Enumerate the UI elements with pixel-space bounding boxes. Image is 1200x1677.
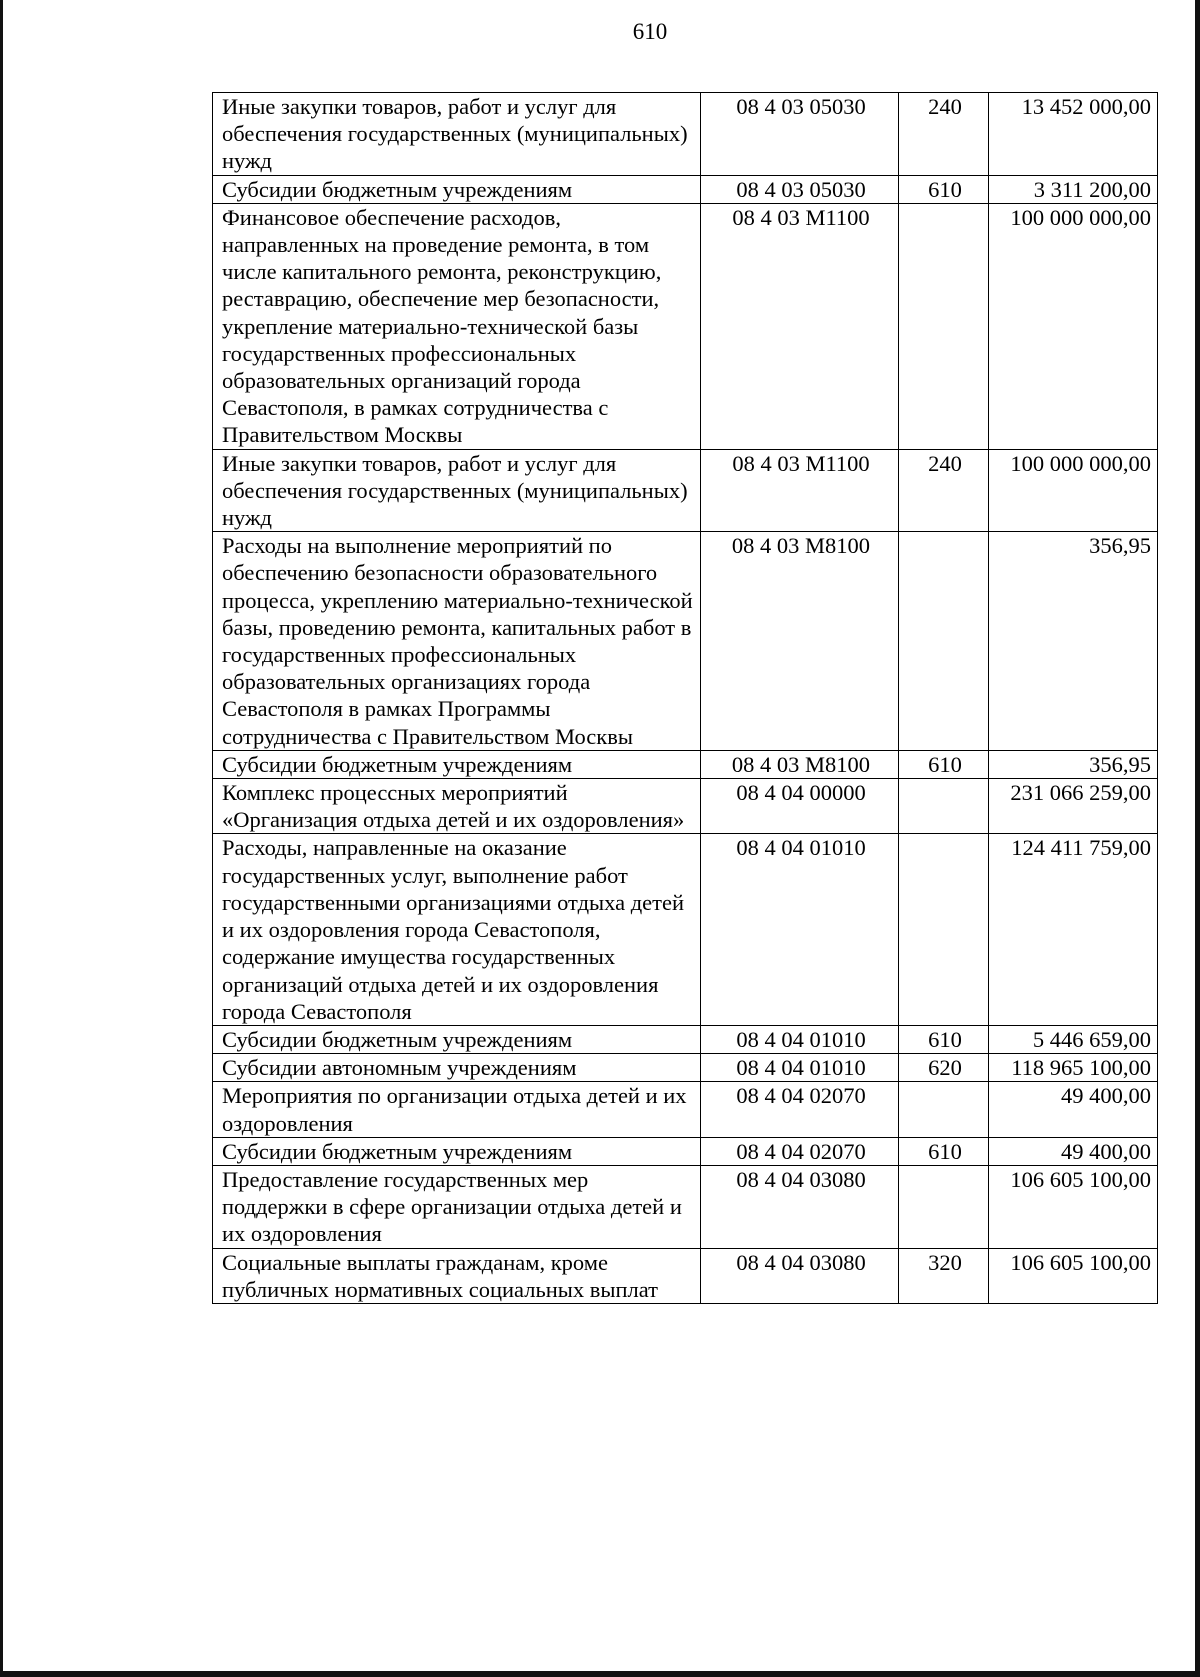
- row-name-cell: Субсидии автономным учреждениям: [213, 1054, 701, 1082]
- row-amount-cell: 100 000 000,00: [989, 203, 1158, 449]
- row-expense-type-cell: 610: [899, 175, 989, 203]
- row-name-cell: Субсидии бюджетным учреждениям: [213, 1025, 701, 1053]
- row-code-cell: 08 4 04 02070: [701, 1082, 899, 1137]
- budget-table-body: [213, 93, 1158, 1304]
- row-expense-type-cell: [899, 834, 989, 1025]
- row-name-cell: Субсидии бюджетным учреждениям: [213, 1137, 701, 1165]
- table-row: [213, 1082, 1158, 1137]
- row-code-cell: 08 4 04 01010: [701, 1054, 899, 1082]
- row-expense-type-cell: 240: [899, 449, 989, 532]
- scan-edge-bottom: [0, 1671, 1200, 1677]
- row-expense-type-cell: [899, 203, 989, 449]
- row-code-cell: 08 4 04 00000: [701, 779, 899, 834]
- table-row: [213, 1054, 1158, 1082]
- row-code-cell: 08 4 03 05030: [701, 93, 899, 176]
- row-expense-type-cell: [899, 532, 989, 751]
- row-code-cell: 08 4 03 М1100: [701, 203, 899, 449]
- row-expense-type-cell: 610: [899, 1137, 989, 1165]
- row-name-cell: Субсидии бюджетным учреждениям: [213, 175, 701, 203]
- row-amount-cell: 5 446 659,00: [989, 1025, 1158, 1053]
- row-amount-cell: 3 311 200,00: [989, 175, 1158, 203]
- row-amount-cell: 100 000 000,00: [989, 449, 1158, 532]
- row-code-cell: 08 4 04 02070: [701, 1137, 899, 1165]
- row-expense-type-cell: [899, 1165, 989, 1248]
- row-code-cell: 08 4 03 М1100: [701, 449, 899, 532]
- row-expense-type-cell: 620: [899, 1054, 989, 1082]
- table-row: [213, 175, 1158, 203]
- row-name-cell: Предоставление государственных мер поддержки в сфере организации отдыха детей и их оздоровления: [213, 1165, 701, 1248]
- table-row: [213, 1025, 1158, 1053]
- table-row: [213, 1165, 1158, 1248]
- row-code-cell: 08 4 04 03080: [701, 1165, 899, 1248]
- row-amount-cell: 356,95: [989, 532, 1158, 751]
- row-expense-type-cell: 240: [899, 93, 989, 176]
- budget-table: [212, 92, 1158, 1304]
- row-expense-type-cell: 320: [899, 1248, 989, 1303]
- row-name-cell: Мероприятия по организации отдыха детей и их оздоровления: [213, 1082, 701, 1137]
- row-code-cell: 08 4 04 01010: [701, 834, 899, 1025]
- row-code-cell: 08 4 03 05030: [701, 175, 899, 203]
- row-code-cell: 08 4 04 03080: [701, 1248, 899, 1303]
- row-name-cell: Расходы на выполнение мероприятий по обеспечению безопасности образовательного процесса, укреплению материально-технической базы, проведению ремонта, капитальных работ в государственных профессиональных образовательных организациях города Севастополя в рамках Программы сотрудничества с Правительством Москвы: [213, 532, 701, 751]
- row-amount-cell: 106 605 100,00: [989, 1248, 1158, 1303]
- row-expense-type-cell: [899, 779, 989, 834]
- scan-edge-left: [0, 0, 3, 1677]
- row-amount-cell: 124 411 759,00: [989, 834, 1158, 1025]
- row-name-cell: Субсидии бюджетным учреждениям: [213, 750, 701, 778]
- row-expense-type-cell: [899, 1082, 989, 1137]
- table-row: [213, 834, 1158, 1025]
- table-row: [213, 532, 1158, 751]
- row-amount-cell: 49 400,00: [989, 1082, 1158, 1137]
- row-code-cell: 08 4 04 01010: [701, 1025, 899, 1053]
- row-name-cell: Социальные выплаты гражданам, кроме публичных нормативных социальных выплат: [213, 1248, 701, 1303]
- page-number: 610: [632, 19, 668, 44]
- table-row: [213, 449, 1158, 532]
- row-name-cell: Комплекс процессных мероприятий «Организация отдыха детей и их оздоровления»: [213, 779, 701, 834]
- row-amount-cell: 231 066 259,00: [989, 779, 1158, 834]
- row-amount-cell: 13 452 000,00: [989, 93, 1158, 176]
- table-row: [213, 779, 1158, 834]
- row-name-cell: Иные закупки товаров, работ и услуг для обеспечения государственных (муниципальных) нужд: [213, 449, 701, 532]
- table-row: [213, 1137, 1158, 1165]
- row-name-cell: Иные закупки товаров, работ и услуг для обеспечения государственных (муниципальных) нужд: [213, 93, 701, 176]
- row-code-cell: 08 4 03 М8100: [701, 532, 899, 751]
- table-row: [213, 1248, 1158, 1303]
- row-name-cell: Расходы, направленные на оказание государственных услуг, выполнение работ государственными организациями отдыха детей и их оздоровления города Севастополя, содержание имущества государственных организаций отдыха детей и их оздоровления города Севастополя: [213, 834, 701, 1025]
- table-row: [213, 93, 1158, 176]
- table-row: [213, 750, 1158, 778]
- scan-edge-right: [1195, 0, 1200, 1677]
- row-amount-cell: 106 605 100,00: [989, 1165, 1158, 1248]
- row-name-cell: Финансовое обеспечение расходов, направленных на проведение ремонта, в том числе капитального ремонта, реконструкцию, реставрацию, обеспечение мер безопасности, укрепление материально-технической базы государственных профессиональных образовательных организаций города Севастополя, в рамках сотрудничества с Правительством Москвы: [213, 203, 701, 449]
- row-amount-cell: 118 965 100,00: [989, 1054, 1158, 1082]
- row-amount-cell: 356,95: [989, 750, 1158, 778]
- row-amount-cell: 49 400,00: [989, 1137, 1158, 1165]
- row-expense-type-cell: 610: [899, 750, 989, 778]
- row-expense-type-cell: 610: [899, 1025, 989, 1053]
- table-row: [213, 203, 1158, 449]
- row-code-cell: 08 4 03 М8100: [701, 750, 899, 778]
